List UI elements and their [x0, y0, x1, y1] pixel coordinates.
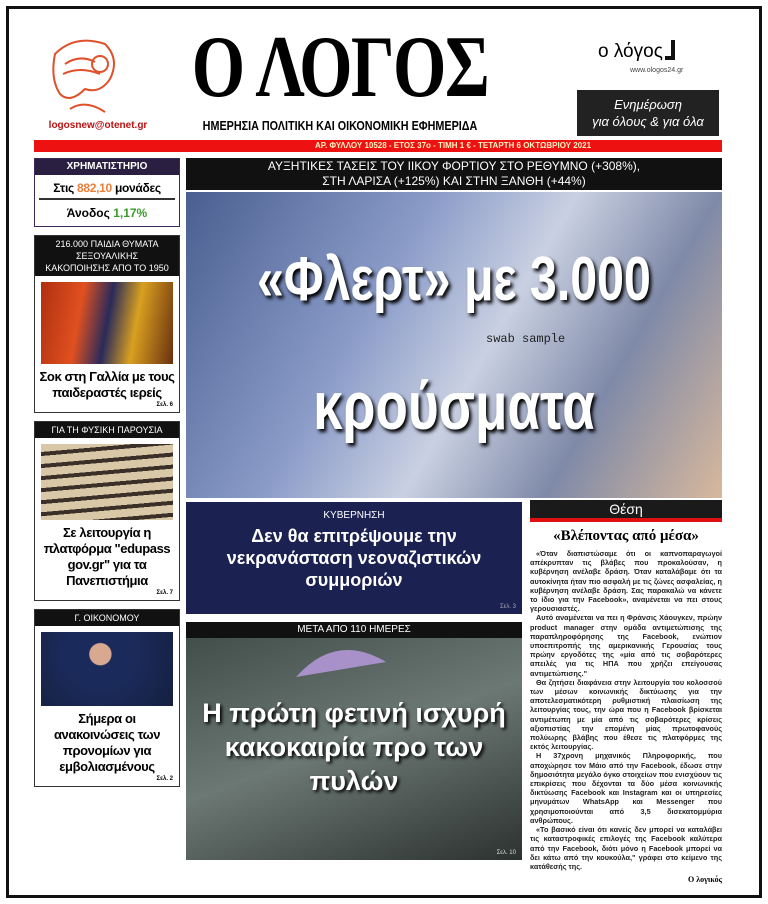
- sidebar-article[interactable]: [34, 609, 180, 787]
- issue-info-bar: ΑΡ. ΦΥΛΛΟΥ 10528 - ΕΤΟΣ 37ο - ΤΙΜΗ 1 € - ΤΕΤΑΡΤΗ 6 ΟΚΤΩΒΡΙΟΥ 2021: [34, 140, 722, 152]
- article-photo: [41, 282, 173, 364]
- editorial-section: Θέση: [530, 500, 722, 522]
- lead-kicker: [186, 158, 722, 190]
- kicker-line: ΣΤΗ ΛΑΡΙΣΑ (+125%) ΚΑΙ ΣΤΗΝ ΞΑΝΘΗ (+44%): [322, 174, 586, 188]
- stock-prefix: Στις: [53, 181, 74, 195]
- sidebar-article[interactable]: [34, 235, 180, 413]
- photo-label: swab sample: [486, 332, 566, 346]
- lead-photo[interactable]: [186, 192, 722, 498]
- stock-change: 1,17%: [113, 206, 148, 220]
- page-ref: Σελ. 2: [156, 776, 173, 782]
- editorial-signature: Ο λογικός: [688, 875, 722, 885]
- site-brand-text: ο λόγος: [598, 41, 663, 62]
- page-ref: Σελ. 7: [156, 590, 173, 596]
- article-kicker: ΜΕΤΑ ΑΠΟ 110 ΗΜΕΡΕΣ: [186, 622, 522, 638]
- page-ref: Σελ. 10: [496, 850, 516, 856]
- article-title: Δεν θα επιτρέψουμε την νεκρανάσταση νεοναζιστικών συμμοριών: [226, 526, 482, 590]
- stock-label: ΧΡΗΜΑΤΙΣΤΗΡΙΟ: [35, 159, 179, 175]
- site-url[interactable]: www.ologos24.gr: [630, 67, 684, 74]
- lead-title: κρούσματα: [313, 368, 595, 444]
- weather-article[interactable]: [186, 622, 522, 860]
- article-kicker: 216.000 ΠΑΙΔΙΑ ΘΥΜΑΤΑ ΣΕΞΟΥΑΛΙΚΗΣ ΚΑΚΟΠΟΙΗΣΗΣ ΑΠΟ ΤΟ 1950: [35, 236, 179, 276]
- slogan-line: για όλους & για όλα: [592, 114, 704, 129]
- masthead-title: Ο ΛΟΓΟΣ: [191, 19, 489, 116]
- government-article[interactable]: [186, 502, 522, 614]
- left-column: [34, 158, 180, 787]
- editorial-title: «Βλέποντας από μέσα»: [553, 528, 699, 544]
- stock-value-line: [39, 181, 175, 200]
- kicker-line: ΑΥΞΗΤΙΚΕΣ ΤΑΣΕΙΣ ΤΟΥ ΙΙΚΟΥ ΦΟΡΤΙΟΥ ΣΤΟ ΡΕΘΥΜΝΟ (+308%),: [267, 159, 641, 173]
- lead-title: «Φλερτ» με 3.000: [257, 245, 651, 314]
- article-title: Σήμερα οι ανακοινώσεις των προνομίων για εμβολιασμένους: [53, 711, 161, 774]
- stock-box: [34, 158, 180, 227]
- masthead-subtitle: ΗΜΕΡΗΣΙΑ ΠΟΛΙΤΙΚΗ ΚΑΙ ΟΙΚΟΝΟΜΙΚΗ ΕΦΗΜΕΡΙΔΑ: [202, 118, 478, 133]
- site-brand: [598, 40, 675, 63]
- article-title: Η πρώτη φετινή ισχυρή κακοκαιρία προ των πυλών: [202, 698, 506, 796]
- article-title: Σοκ στη Γαλλία με τους παιδεραστές ιερείς: [39, 369, 175, 400]
- article-kicker: ΚΥΒΕΡΝΗΣΗ: [323, 510, 385, 521]
- stock-value: 882,10: [76, 181, 112, 195]
- editorial-paragraph: Θα ζητήσει διαφάνεια στην λειτουργία του κολοσσού των μέσων κοινωνικής δικτύωσης για την αποτελεσματικότερη ρυθμιστική πλαισίωση της λειτουργίας τους, την ώρα που η Facebook βρίσκεται αντιμέτωπη με μία από τις σοβαρότερες κρίσεις αξιοπιστίας την επομένη μίας πρωτοφανούς πολύωρης βλάβης που έθεσε τις πλατφόρμες της εκτός λειτουργίας.: [530, 677, 722, 752]
- editorial-paragraph: Αυτό αναμένεται να πει η Φράνσις Χάουγκεν, πρώην product manager στην ομάδα αντιμετώπισης της παραπληροφόρησης της Facebook, ενώπιον υποεπιτροπής της αμερικανικής Γερουσίας τους πρώην εργοδότες της «μία από τις σοβαρότερες απειλές για τις ΗΠΑ που χρήζει επείγουσας αντιμετώπισης.": [530, 613, 722, 678]
- page-ref: Σελ. 3: [499, 604, 516, 610]
- article-kicker: ΓΙΑ ΤΗ ΦΥΣΙΚΗ ΠΑΡΟΥΣΙΑ: [35, 422, 179, 438]
- editorial-paragraph: Η 37χρονη μηχανικός Πληροφορικής, που αποχώρησε τον Μάιο από την Facebook, έδωσε στην δημοσιότητα μεγάλο όγκο στοιχείων που ενισχύουν τις επικρίσεις που δέχονται τα δύο μέσα κοινωνικής δικτύωσης Facebook και Instagram και οι υπηρεσίες μηνυμάτων WhatsApp και Messenger που χρησιμοποιούνται από 3,5 δισεκατομμύρια ανθρώπους.: [530, 751, 722, 825]
- umbrella-icon: [296, 642, 386, 682]
- stock-change-line: [35, 206, 179, 220]
- slogan-line: Ενημέρωση: [614, 97, 682, 112]
- stock-change-label: Άνοδος: [66, 206, 110, 220]
- article-photo: [41, 444, 173, 520]
- editorial-column: [530, 500, 722, 884]
- article-title: Σε λειτουργία η πλατφόρμα "edupass gov.gr" για τα Πανεπιστήμια: [43, 525, 171, 588]
- page-ref: Σελ. 6: [156, 402, 173, 408]
- slogan-box: [577, 90, 719, 136]
- article-photo: [41, 632, 173, 706]
- contact-email[interactable]: logosnew@otenet.gr: [48, 120, 148, 131]
- editorial-paragraph: «Όταν διαπιστώσαμε ότι οι καπνοπαραγωγοί απέκρυπταν τις βλάβες που προκαλούσαν, η κυβέρνηση ανέλαβε δράση. Όταν καταλάβαμε ότι τα αυτοκίνητα ήταν πιο ασφαλή με τις ζώνες ασφαλείας, η κυβέρνηση ανέλαβε δράση. Σας παρακαλώ να κάνετε το ίδιο για την Facebook», αναμένεται να πει στους γερουσιαστές.: [530, 549, 722, 614]
- newspaper-logo-icon: [45, 34, 125, 118]
- sidebar-article[interactable]: [34, 421, 180, 601]
- stock-suffix: μονάδες: [114, 181, 161, 195]
- editorial-paragraph: «Το βασικό είναι ότι κανείς δεν μπορεί να καταλάβει τις καταστροφικές επιλογές της Facebook καλύτερα από την Facebook, διότι μόνο η Facebook μπορεί να δει κάτω από την κουκούλα," γράφει στο κείμενο της κατάθεσής της.: [530, 825, 722, 871]
- article-kicker: Γ. ΟΙΚΟΝΟΜΟΥ: [35, 610, 179, 626]
- site-24-icon: [665, 40, 675, 60]
